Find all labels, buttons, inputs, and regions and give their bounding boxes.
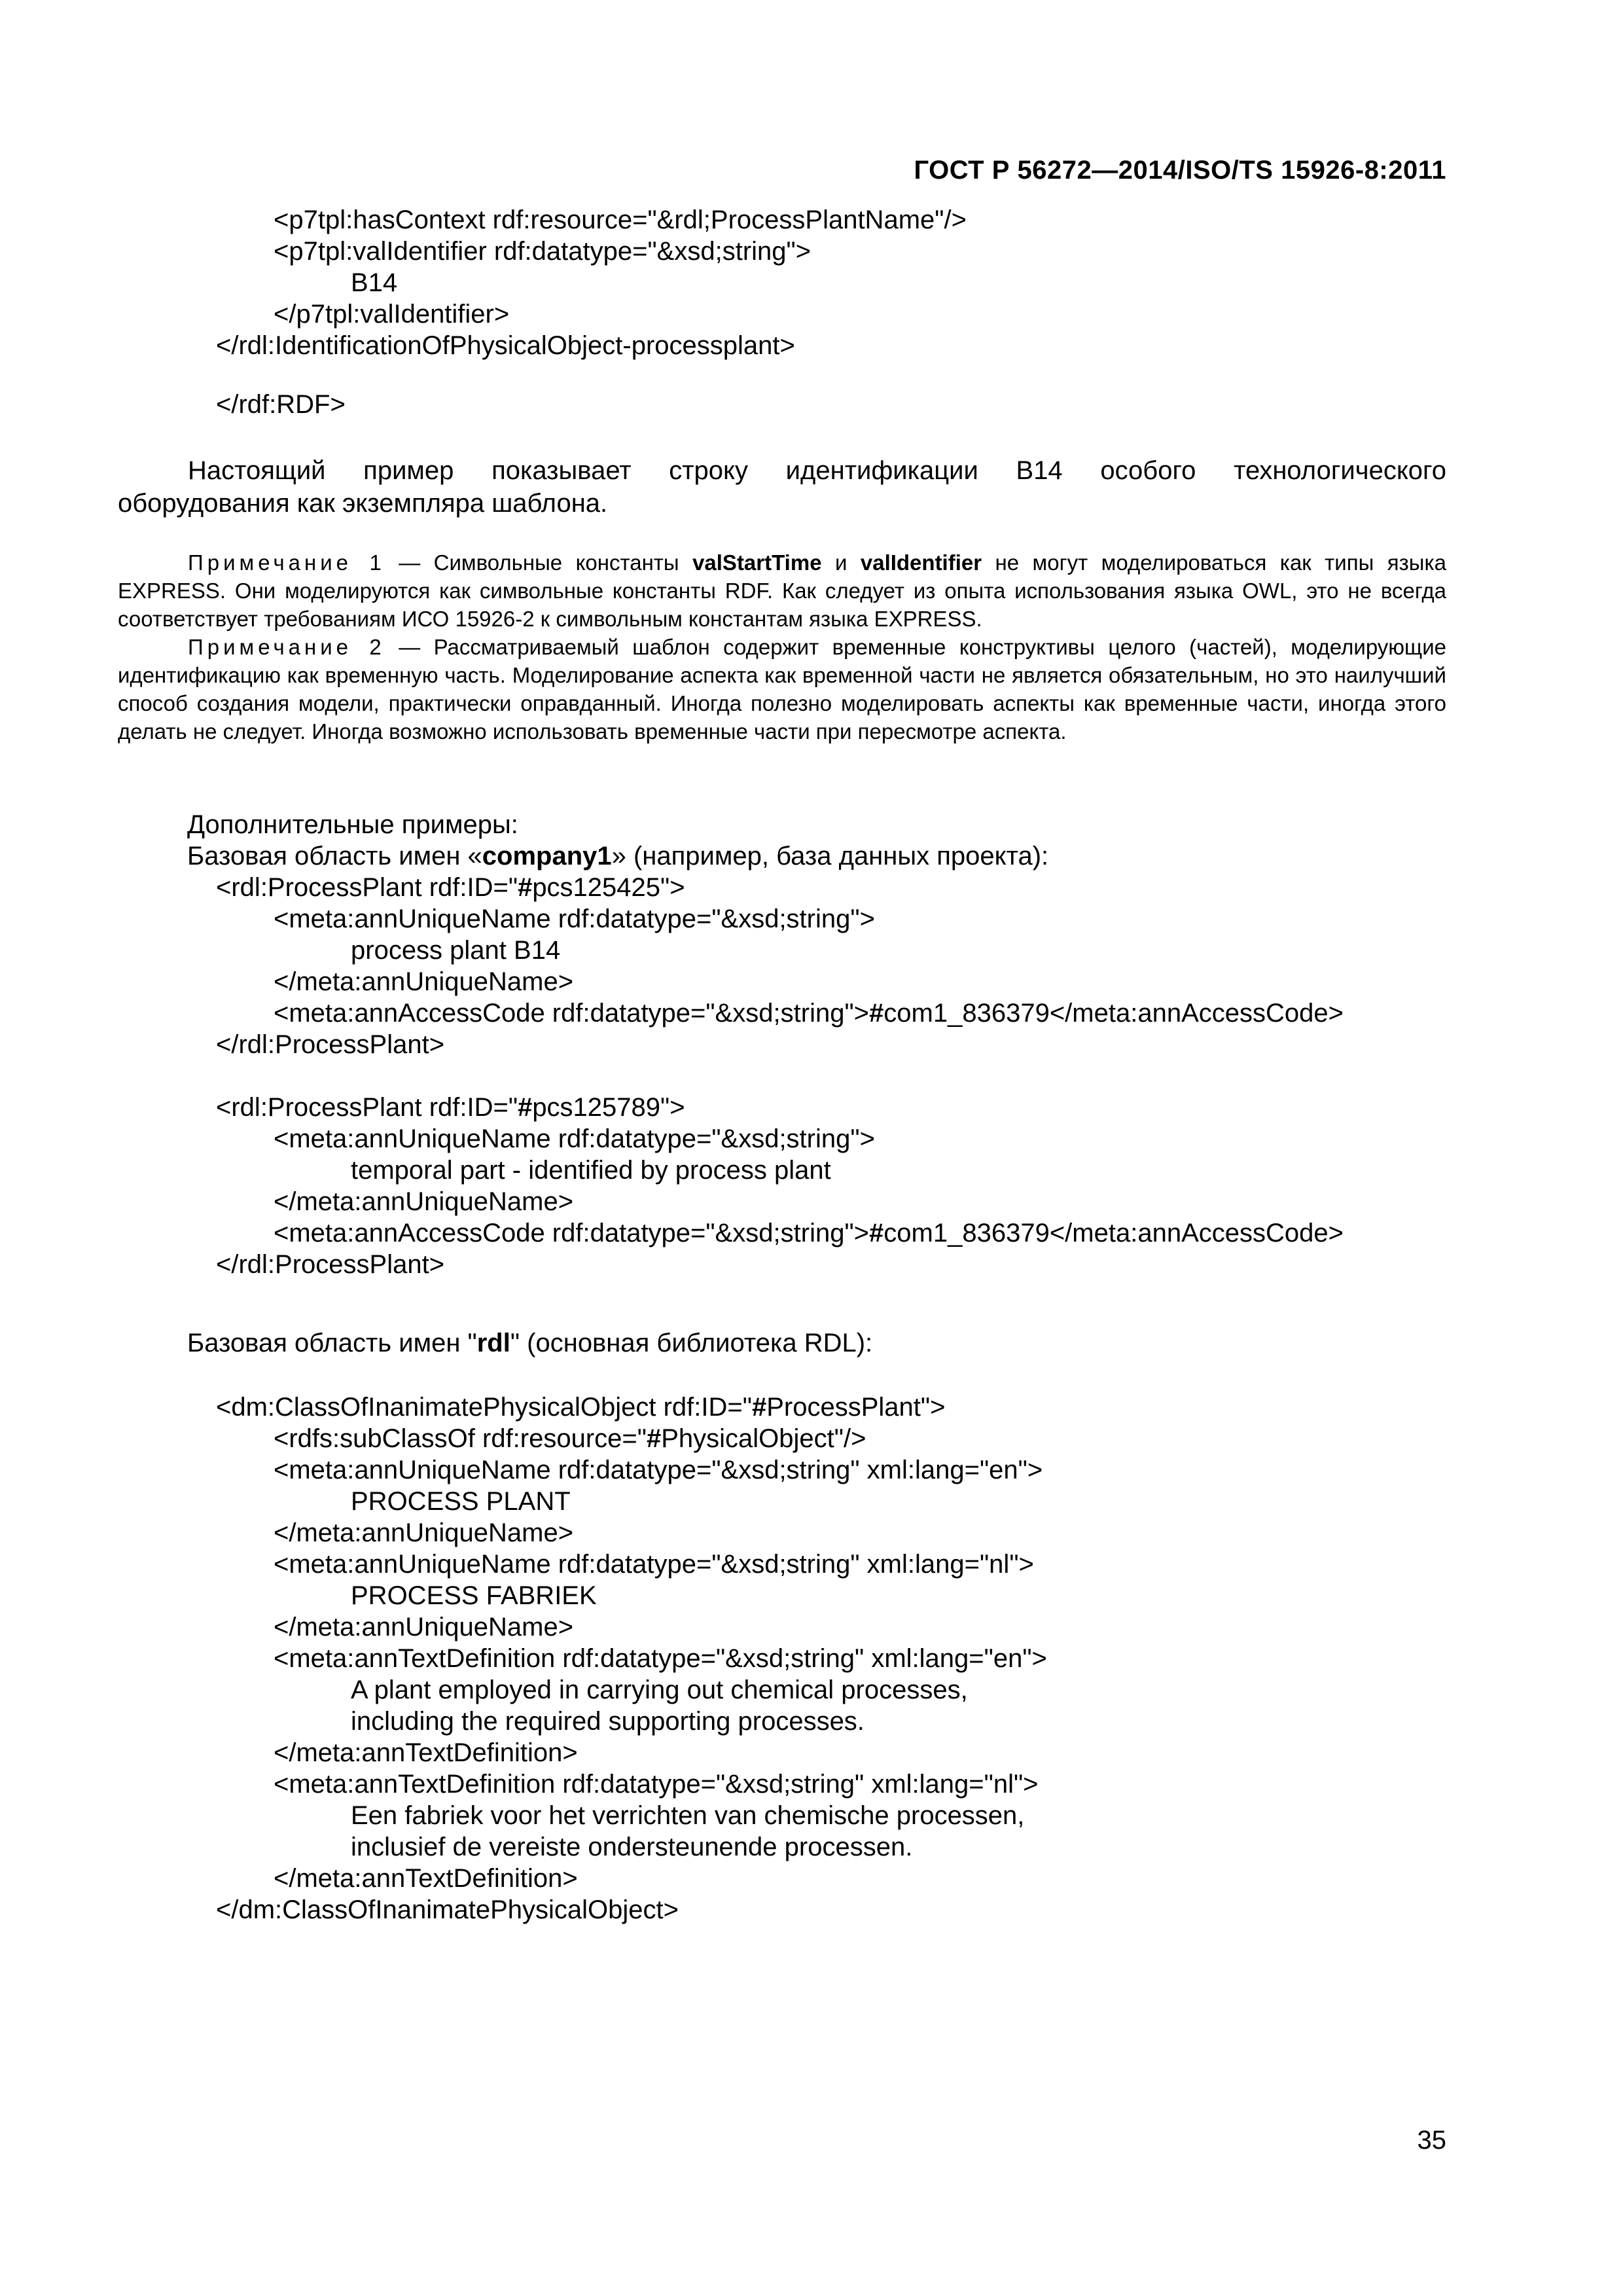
code-line: <p7tpl:hasContext rdf:resource="&rdl;ProcessPlantName"/> (274, 206, 967, 234)
code-line: <meta:annUniqueName rdf:datatype="&xsd;string"> (274, 905, 875, 933)
code-line: </rdl:IdentificationOfPhysicalObject-processplant> (216, 331, 795, 360)
code-line: <meta:annTextDefinition rdf:datatype="&xsd;string" xml:lang="nl"> (274, 1770, 1039, 1799)
code-line: </meta:annTextDefinition> (274, 1738, 578, 1767)
page-number: 35 (1417, 2126, 1446, 2155)
document-header: ГОСТ Р 56272—2014/ISO/TS 15926-8:2011 (914, 156, 1446, 185)
code-line: B14 (351, 268, 398, 297)
code-line: A plant employed in carrying out chemical processes, (351, 1676, 968, 1704)
code-line: inclusief de vereiste ondersteunende processen. (351, 1833, 913, 1861)
code-line: </dm:ClassOfInanimatePhysicalObject> (216, 1895, 679, 1924)
section-title: Дополнительные примеры: (187, 810, 518, 839)
code-line: </meta:annUniqueName> (274, 1518, 574, 1547)
namespace-heading: Базовая область имен "rdl" (основная библиотека RDL): (187, 1329, 873, 1357)
namespace-heading: Базовая область имен «company1» (например, база данных проекта): (187, 842, 1049, 870)
paragraph-line: оборудования как экземпляра шаблона. (118, 489, 608, 518)
code-line: <meta:annUniqueName rdf:datatype="&xsd;string"> (274, 1124, 875, 1153)
code-line: <meta:annAccessCode rdf:datatype="&xsd;string">#com1_836379</meta:annAccessCode> (274, 999, 1344, 1028)
code-line: </meta:annUniqueName> (274, 1613, 574, 1641)
code-line: <rdl:ProcessPlant rdf:ID="#pcs125425"> (216, 873, 685, 902)
note-1: Примечание 1 — Символьные константы valStartTime и valIdentifier не могут моделироваться как типы языка EXPRESS. Они моделируются как символьные константы RDF. Как следует из опыта использования языка OWL, это не всегда соответствует требованиям ИСО 15926-2 к символьным константам языка EXPRESS. (118, 550, 1446, 631)
notes-block (118, 548, 1446, 745)
code-line: <rdl:ProcessPlant rdf:ID="#pcs125789"> (216, 1093, 685, 1122)
code-line: <rdfs:subClassOf rdf:resource="#PhysicalObject"/> (274, 1424, 866, 1453)
code-line: including the required supporting processes. (351, 1707, 865, 1736)
paragraph-line: Настоящий пример показывает строку идентификации B14 особого технологического (188, 456, 1446, 485)
code-line: Een fabriek voor het verrichten van chemische processen, (351, 1801, 1025, 1830)
body-paragraph (118, 454, 1446, 520)
code-line: <meta:annAccessCode rdf:datatype="&xsd;string">#com1_836379</meta:annAccessCode> (274, 1219, 1344, 1247)
code-line: temporal part - identified by process plant (351, 1156, 831, 1185)
code-line: </meta:annUniqueName> (274, 967, 574, 996)
note-label: Примечание 1 (188, 550, 385, 575)
note-label: Примечание 2 (188, 635, 385, 659)
code-line: PROCESS FABRIEK (351, 1581, 597, 1610)
code-line: <meta:annUniqueName rdf:datatype="&xsd;string" xml:lang="en"> (274, 1456, 1043, 1484)
code-line: </meta:annTextDefinition> (274, 1864, 578, 1893)
code-line: <dm:ClassOfInanimatePhysicalObject rdf:ID="#ProcessPlant"> (216, 1393, 946, 1422)
code-line: </rdl:ProcessPlant> (216, 1030, 445, 1059)
code-line: </meta:annUniqueName> (274, 1187, 574, 1216)
code-line: </rdf:RDF> (216, 390, 346, 419)
code-line: </rdl:ProcessPlant> (216, 1250, 445, 1279)
code-line: <meta:annTextDefinition rdf:datatype="&xsd;string" xml:lang="en"> (274, 1644, 1047, 1673)
code-line: <meta:annUniqueName rdf:datatype="&xsd;string" xml:lang="nl"> (274, 1550, 1034, 1579)
code-line: </p7tpl:valIdentifier> (274, 300, 510, 329)
code-line: process plant B14 (351, 936, 561, 965)
code-line: <p7tpl:valIdentifier rdf:datatype="&xsd;string"> (274, 237, 812, 266)
code-line: PROCESS PLANT (351, 1487, 571, 1516)
note-2: Примечание 2 — Рассматриваемый шаблон содержит временные конструктивы целого (частей), моделирующие идентификацию как временную часть. Моделирование аспекта как временной части не является обязательным, но это наилучший способ создания модели, практически оправданный. Иногда полезно моделировать аспекты как временные части, иногда этого делать не следует. Иногда возможно использовать временные части при пересмотре аспекта. (118, 635, 1446, 744)
